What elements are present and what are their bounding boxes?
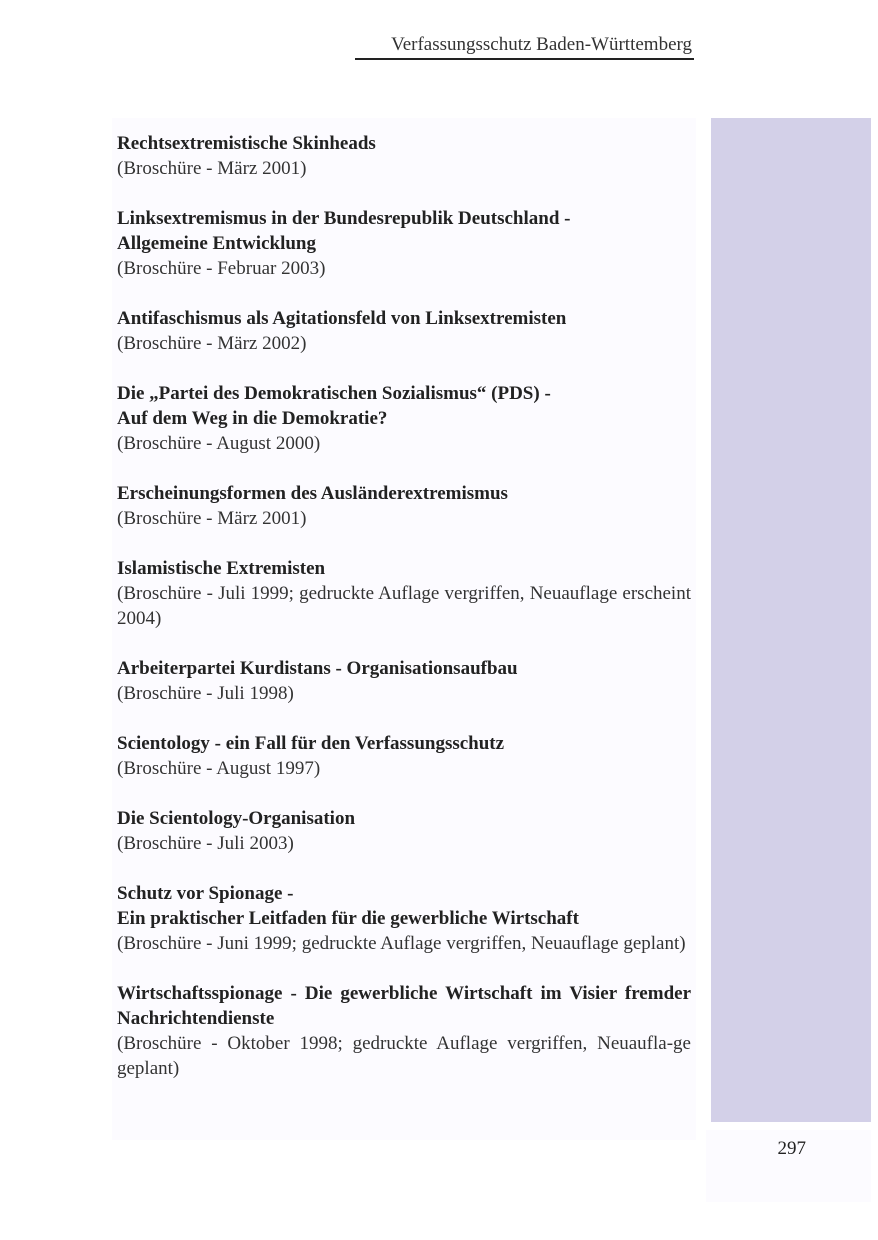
publication-title-line: Erscheinungsformen des Ausländerextremismus <box>117 483 508 504</box>
publication-title <box>117 556 691 581</box>
publication-entry <box>117 206 691 281</box>
publication-note: (Broschüre - März 2002) <box>117 333 307 354</box>
publication-note: (Broschüre - August 2000) <box>117 433 321 454</box>
publication-title-line: Allgemeine Entwicklung <box>117 233 316 254</box>
publication-list <box>117 131 691 1106</box>
publication-title <box>117 656 691 681</box>
publication-title <box>117 981 691 1031</box>
header-rule <box>355 58 694 60</box>
publication-entry <box>117 306 691 356</box>
publication-title <box>117 306 691 331</box>
publication-title-line: Die Scientology-Organisation <box>117 808 356 829</box>
publication-note: (Broschüre - Oktober 1998; gedruckte Auflage vergriffen, Neuaufla-ge geplant) <box>117 1033 691 1079</box>
publication-title-line: Linksextremismus in der Bundesrepublik Deutschland - <box>117 208 571 229</box>
publication-title <box>117 481 691 506</box>
page-number: 297 <box>777 1138 806 1159</box>
publication-note: (Broschüre - Juli 1998) <box>117 683 294 704</box>
publication-title-line: Ein praktischer Leitfaden für die gewerbliche Wirtschaft <box>117 908 579 929</box>
publication-entry <box>117 881 691 956</box>
publication-entry <box>117 981 691 1081</box>
publication-entry <box>117 131 691 181</box>
publication-entry <box>117 481 691 531</box>
publication-title <box>117 131 691 156</box>
publication-title-line: Wirtschaftsspionage - Die gewerbliche Wirtschaft im Visier fremder Nachrichtendienste <box>117 983 691 1029</box>
publication-title-line: Arbeiterpartei Kurdistans - Organisationsaufbau <box>117 658 518 679</box>
publication-note: (Broschüre - März 2001) <box>117 158 307 179</box>
publication-note: (Broschüre - März 2001) <box>117 508 307 529</box>
publication-entry <box>117 806 691 856</box>
publication-title-line: Scientology - ein Fall für den Verfassungsschutz <box>117 733 505 754</box>
publication-title <box>117 381 691 431</box>
publication-title-line: Die „Partei des Demokratischen Sozialismus“ (PDS) - <box>117 383 551 404</box>
publication-note: (Broschüre - Februar 2003) <box>117 258 326 279</box>
publication-title-line: Islamistische Extremisten <box>117 558 326 579</box>
publication-note: (Broschüre - August 1997) <box>117 758 321 779</box>
publication-title <box>117 806 691 831</box>
publication-entry <box>117 656 691 706</box>
publication-title <box>117 206 691 256</box>
publication-title-line: Auf dem Weg in die Demokratie? <box>117 408 388 429</box>
publication-entry <box>117 556 691 631</box>
publication-entry <box>117 381 691 456</box>
side-margin-bar <box>711 118 871 1122</box>
publication-note: (Broschüre - Juli 1999; gedruckte Auflage vergriffen, Neuauflage erscheint 2004) <box>117 583 691 629</box>
publication-note: (Broschüre - Juni 1999; gedruckte Auflage vergriffen, Neuauflage geplant) <box>117 933 686 954</box>
publication-title-line: Schutz vor Spionage - <box>117 883 294 904</box>
publication-title <box>117 881 691 931</box>
publication-title-line: Antifaschismus als Agitationsfeld von Linksextremisten <box>117 308 567 329</box>
publication-title <box>117 731 691 756</box>
publication-note: (Broschüre - Juli 2003) <box>117 833 294 854</box>
running-header: Verfassungsschutz Baden-Württemberg <box>391 34 692 55</box>
publication-entry <box>117 731 691 781</box>
publication-title-line: Rechtsextremistische Skinheads <box>117 133 376 154</box>
